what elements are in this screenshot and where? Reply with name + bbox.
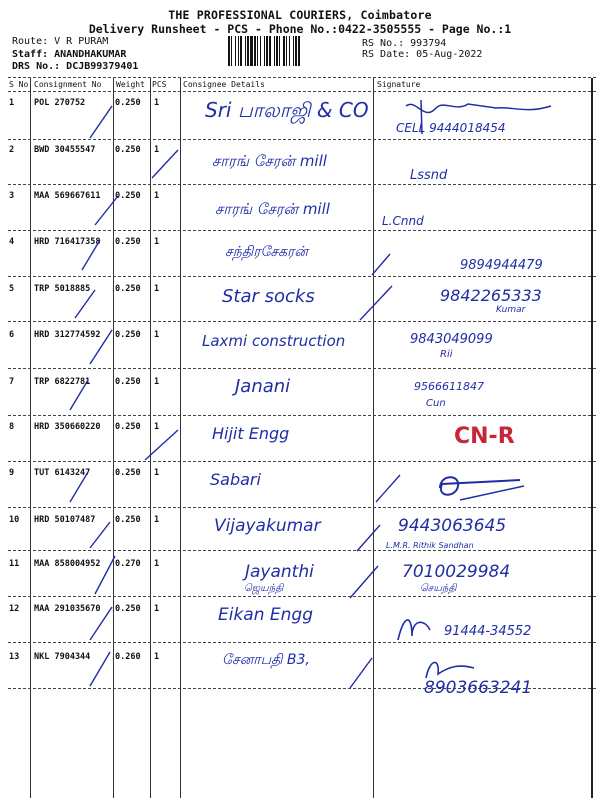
col-header-weight: Weight: [116, 80, 145, 89]
row-pcs: 1: [154, 652, 160, 662]
row-weight: 0.250: [115, 98, 141, 108]
row-consignee: Sri பாலாஜி & CO: [205, 98, 369, 122]
col-header-consignee: Consignee Details: [183, 80, 265, 89]
row-weight: 0.250: [115, 604, 141, 614]
row-weight: 0.250: [115, 377, 141, 387]
rs-number: RS No.: 993794: [362, 38, 447, 49]
row-weight: 0.250: [115, 422, 141, 432]
row-consignment-no: MAA 858004952: [34, 559, 101, 569]
row-consignment-no: MAA 569667611: [34, 191, 101, 201]
row-signature-text: 9566611847: [414, 380, 484, 393]
row-consignee-note: ஜெயந்தி: [244, 583, 284, 594]
row-sno: 8: [9, 422, 15, 432]
row-pcs: 1: [154, 191, 160, 201]
row-pcs: 1: [154, 422, 160, 432]
row-sno: 10: [9, 515, 20, 525]
row-weight: 0.250: [115, 145, 141, 155]
row-signature-text: 9842265333: [440, 286, 542, 305]
col-header-sno: S No: [9, 80, 29, 89]
row-signature-text: Lssnd: [410, 168, 448, 183]
row-consignee: Janani: [235, 376, 291, 397]
row-signature-note: செயந்தி: [420, 583, 457, 594]
row-weight: 0.250: [115, 330, 141, 340]
row-signature-text: CELL 9444018454: [396, 121, 506, 135]
row-consignee: Sabari: [210, 470, 261, 489]
row-weight: 0.250: [115, 237, 141, 247]
row-weight: 0.260: [115, 652, 141, 662]
row-sno: 1: [9, 98, 15, 108]
row-sno: 9: [9, 468, 15, 478]
row-pcs: 1: [154, 515, 160, 525]
row-signature-note: Rii: [440, 349, 453, 360]
row-consignment-no: POL 270752: [34, 98, 86, 108]
row-consignee: சாரங் சேரன் mill: [215, 200, 330, 218]
row-sno: 2: [9, 145, 15, 155]
row-signature-note: Cun: [426, 398, 446, 409]
row-consignee: Vijayakumar: [214, 516, 321, 536]
row-signature-note: L.M.R. Rithik Sandhan: [386, 541, 474, 550]
col-header-consignment: Consignment No: [34, 80, 102, 89]
company-title: THE PROFESSIONAL COURIERS, Coimbatore: [168, 8, 432, 22]
signature-scribble: [390, 610, 440, 646]
row-consignee: சாரங் சேரன் mill: [212, 152, 327, 170]
row-weight: 0.270: [115, 559, 141, 569]
row-signature-text: 8903663241: [424, 678, 533, 698]
row-sno: 11: [9, 559, 20, 569]
row-consignee: சந்திரசேகரன்: [225, 244, 308, 260]
row-signature-text: L.Cnnd: [382, 214, 424, 228]
row-consignment-no: NKL 7904344: [34, 652, 91, 662]
row-pcs: 1: [154, 237, 160, 247]
drs-number: DRS No.: DCJB99379401: [12, 61, 139, 72]
row-consignee: Laxmi construction: [202, 332, 346, 350]
col-header-signature: Signature: [377, 80, 421, 89]
cnr-stamp: CN-R: [454, 424, 515, 449]
row-pcs: 1: [154, 559, 160, 569]
runsheet-subtitle: Delivery Runsheet - PCS - Phone No.:0422-3505555 - Page No.:1: [88, 22, 512, 36]
row-sno: 13: [9, 652, 20, 662]
row-pcs: 1: [154, 98, 160, 108]
row-pcs: 1: [154, 284, 160, 294]
row-pcs: 1: [154, 145, 160, 155]
row-signature-text: 9443063645: [398, 516, 507, 536]
row-consignment-no: TRP 5018885: [34, 284, 91, 294]
row-consignee: Hijit Engg: [212, 424, 290, 443]
row-consignee: Eikan Engg: [218, 605, 314, 625]
row-signature-note: Kumar: [496, 305, 526, 315]
row-weight: 0.250: [115, 515, 141, 525]
row-consignment-no: HRD 312774592: [34, 330, 101, 340]
row-signature-text: 91444-34552: [444, 624, 532, 639]
row-consignee: சேனாபதி B3,: [222, 652, 310, 668]
row-consignment-no: TRP 6822781: [34, 377, 91, 387]
row-consignee: Jayanthi: [245, 562, 314, 582]
row-sno: 6: [9, 330, 15, 340]
row-pcs: 1: [154, 377, 160, 387]
row-signature-text: 7010029984: [402, 562, 511, 582]
signature-scribble: [400, 466, 530, 506]
row-consignment-no: HRD 716417358: [34, 237, 101, 247]
row-consignment-no: MAA 291035670: [34, 604, 101, 614]
rs-date: RS Date: 05-Aug-2022: [362, 49, 483, 60]
row-consignment-no: BWD 30455547: [34, 145, 96, 155]
row-pcs: 1: [154, 604, 160, 614]
row-sno: 5: [9, 284, 15, 294]
col-header-pcs: PCS: [152, 80, 167, 89]
row-sno: 4: [9, 237, 15, 247]
row-weight: 0.250: [115, 191, 141, 201]
row-sno: 7: [9, 377, 15, 387]
route-label: Route: V R PURAM: [12, 36, 109, 47]
row-signature-text: 9843049099: [410, 332, 493, 347]
row-pcs: 1: [154, 330, 160, 340]
staff-label: Staff: ANANDHAKUMAR: [12, 48, 127, 60]
row-consignee: Star socks: [222, 286, 315, 307]
row-signature-text: 9894944479: [460, 258, 543, 273]
row-pcs: 1: [154, 468, 160, 478]
row-consignment-no: HRD 50107487: [34, 515, 96, 525]
row-weight: 0.250: [115, 284, 141, 294]
row-sno: 3: [9, 191, 15, 201]
row-sno: 12: [9, 604, 20, 614]
row-consignment-no: HRD 350660220: [34, 422, 101, 432]
row-consignment-no: TUT 6143247: [34, 468, 91, 478]
row-weight: 0.250: [115, 468, 141, 478]
